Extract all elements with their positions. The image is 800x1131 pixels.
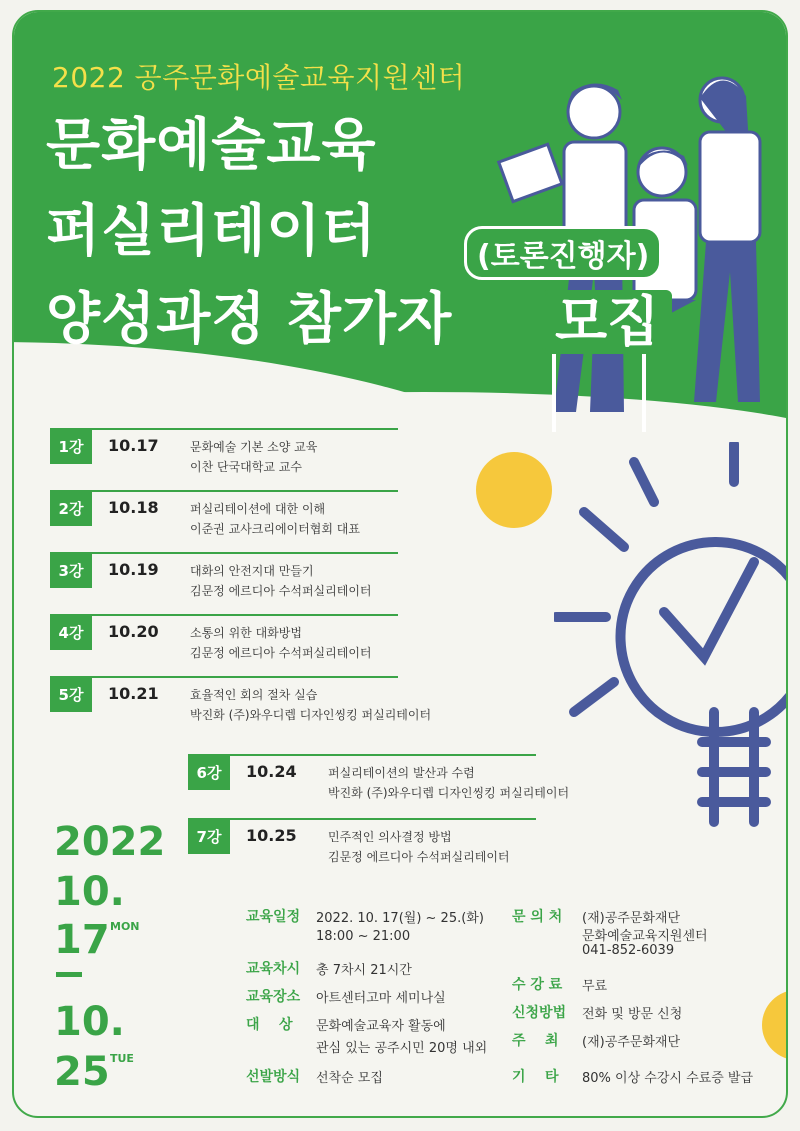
period-dash: [56, 972, 82, 977]
lesson-divider: [50, 490, 398, 492]
period-start-day: 17: [54, 917, 110, 963]
yellow-circle-top: [476, 452, 552, 528]
header-subtitle: 2022 공주문화예술교육지원센터: [52, 61, 466, 94]
info-value-schedule: 2022. 10. 17(월) ~ 25.(화): [316, 911, 484, 926]
lesson-speaker: 김문정 에르디아 수석퍼실리테이터: [190, 646, 372, 660]
lesson-date: 10.24: [246, 762, 297, 781]
info-value-schedule-time: 18:00 ~ 21:00: [316, 929, 411, 944]
lesson-number: 7강: [188, 818, 230, 854]
lesson-speaker: 김문정 에르디아 수석퍼실리테이터: [328, 850, 510, 864]
lesson-speaker: 이찬 단국대학교 교수: [190, 460, 302, 474]
period-end-month: 10.: [54, 999, 125, 1045]
lesson-date: 10.19: [108, 560, 159, 579]
lesson-4: [50, 614, 430, 666]
lesson-divider: [50, 552, 398, 554]
info-value-etc: 80% 이상 수강시 수료증 발급: [582, 1071, 754, 1086]
info-value-target: 문화예술교육자 활동에: [316, 1019, 446, 1034]
yellow-circle-bottom: [762, 990, 788, 1060]
title-recruit-box: 모집: [542, 290, 672, 354]
lesson-divider: [50, 676, 398, 678]
info-value-contact-phone: 041-852-6039: [582, 943, 675, 958]
period-start-weekday: MON: [110, 920, 140, 933]
info-label-etc: 기 타: [512, 1069, 559, 1085]
lesson-2: [50, 490, 430, 542]
lesson-divider: [188, 818, 536, 820]
info-value-apply: 전화 및 방문 신청: [582, 1007, 683, 1022]
lesson-date: 10.17: [108, 436, 159, 455]
lesson-divider: [188, 754, 536, 756]
lesson-divider: [50, 614, 398, 616]
lesson-speaker: 김문정 에르디아 수석퍼실리테이터: [190, 584, 372, 598]
lesson-topic: 민주적인 의사결정 방법: [328, 830, 452, 844]
info-value-venue: 아트센터고마 세미나실: [316, 991, 446, 1006]
lesson-7: [188, 818, 608, 870]
lesson-topic: 문화예술 기본 소양 교육: [190, 440, 318, 454]
lesson-5: [50, 676, 470, 728]
lesson-date: 10.20: [108, 622, 159, 641]
lesson-number: 6강: [188, 754, 230, 790]
title-line-3: 양성과정 참가자: [46, 287, 453, 352]
lesson-speaker: 박진화 (주)와우디렙 디자인씽킹 퍼실리테이터: [328, 786, 570, 800]
lesson-topic: 소통의 위한 대화방법: [190, 626, 302, 640]
lesson-6: [188, 754, 608, 806]
period-end-weekday: TUE: [110, 1052, 134, 1065]
info-label-sessions: 교육차시: [246, 961, 301, 977]
info-label-fee: 수 강 료: [512, 977, 563, 993]
info-label-schedule: 교육일정: [246, 909, 301, 925]
lesson-speaker: 이준권 교사크리에이터협회 대표: [190, 522, 360, 536]
lesson-date: 10.18: [108, 498, 159, 517]
info-label-venue: 교육장소: [246, 989, 301, 1005]
info-label-selection: 선발방식: [246, 1069, 301, 1085]
info-label-apply: 신청방법: [512, 1005, 567, 1021]
period-start-month: 10.: [54, 869, 125, 915]
lesson-number: 1강: [50, 428, 92, 464]
info-label-host: 주 최: [512, 1033, 559, 1049]
poster-frame: [12, 10, 788, 1118]
lesson-1: [50, 428, 430, 480]
lesson-number: 5강: [50, 676, 92, 712]
lesson-topic: 효율적인 회의 절차 실습: [190, 688, 318, 702]
info-label-contact: 문 의 처: [512, 909, 563, 925]
info-value-host: (재)공주문화재단: [582, 1035, 681, 1050]
info-label-target: 대 상: [246, 1017, 293, 1033]
lesson-topic: 퍼실리테이션에 대한 이해: [190, 502, 326, 516]
lesson-date: 10.25: [246, 826, 297, 845]
info-value-fee: 무료: [582, 979, 608, 994]
period-year: 2022: [54, 819, 166, 865]
lesson-number: 2강: [50, 490, 92, 526]
lesson-topic: 대화의 안전지대 만들기: [190, 564, 314, 578]
lesson-date: 10.21: [108, 684, 159, 703]
lesson-3: [50, 552, 430, 604]
info-value-sessions: 총 7차시 21시간: [316, 963, 412, 978]
lesson-topic: 퍼실리테이션의 발산과 수렴: [328, 766, 475, 780]
title-line-1: 문화예술교육: [46, 113, 377, 178]
info-value-target-2: 관심 있는 공주시민 20명 내외: [316, 1041, 488, 1056]
title-line-2-sub: (토론진행자): [464, 226, 662, 280]
lesson-number: 4강: [50, 614, 92, 650]
lesson-number: 3강: [50, 552, 92, 588]
info-value-contact: (재)공주문화재단: [582, 911, 681, 926]
lesson-divider: [50, 428, 398, 430]
info-value-contact-2: 문화예술교육지원센터: [582, 929, 708, 944]
lesson-speaker: 박진화 (주)와우디렙 디자인씽킹 퍼실리테이터: [190, 708, 432, 722]
info-value-selection: 선착순 모집: [316, 1071, 383, 1086]
title-line-2: 퍼실리테이터: [46, 199, 377, 264]
period-end-day: 25: [54, 1049, 110, 1095]
